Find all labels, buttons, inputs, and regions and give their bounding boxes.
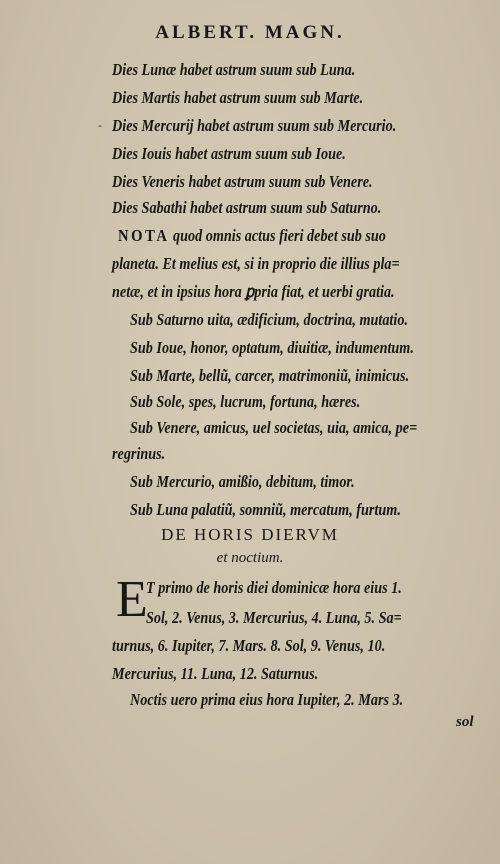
- planet-line: Dies Mercurij habet astrum suum sub Mercurio.: [112, 116, 397, 135]
- planet-line: Dies Iouis habet astrum suum sub Ioue.: [112, 144, 346, 163]
- sub-line: Sub Sole, spes, lucrum, fortuna, hæres.: [130, 392, 361, 411]
- hours-line: Sol, 2. Venus, 3. Mercurius, 4. Luna, 5. Sa=: [146, 608, 402, 627]
- sub-line: Sub Luna palatiũ, somniũ, mercatum, furtum.: [130, 500, 401, 519]
- hours-line: Mercurius, 11. Luna, 12. Saturnus.: [112, 664, 319, 683]
- planet-line: Dies Lunæ habet astrum suum sub Luna.: [112, 60, 356, 79]
- nota-text: quod omnis actus fieri debet sub suo: [173, 226, 386, 245]
- hours-line: T primo de horis diei dominicæ hora eius 1.: [146, 578, 402, 597]
- sub-line: regrinus.: [112, 444, 166, 463]
- planet-line: Dies Sabathi habet astrum suum sub Saturno.: [112, 198, 382, 217]
- running-header: ALBERT. MAGN.: [155, 22, 345, 43]
- catchword: sol: [456, 714, 474, 730]
- sub-line: Sub Mercurio, amißio, debitum, timor.: [130, 472, 355, 491]
- section-subheading: et noctium.: [216, 550, 284, 566]
- nota-line: planeta. Et melius est, si in proprio die illius pla=: [112, 254, 400, 273]
- planet-line: Dies Veneris habet astrum suum sub Venere.: [112, 172, 373, 191]
- nota-line: [118, 226, 386, 246]
- nota-heading: NOTA: [118, 226, 170, 245]
- hours-line: Noctis uero prima eius hora Iupiter, 2. Mars 3.: [130, 690, 404, 709]
- sub-line: Sub Saturno uita, ædificium, doctrina, mutatio.: [130, 310, 408, 329]
- sub-line: Sub Venere, amicus, uel societas, uia, amica, pe=: [130, 418, 418, 437]
- planet-line: Dies Martis habet astrum suum sub Marte.: [112, 88, 364, 107]
- sub-line: Sub Marte, bellũ, carcer, matrimoniũ, inimicus.: [130, 366, 410, 385]
- sub-line: Sub Ioue, honor, optatum, diuitiæ, indumentum.: [130, 338, 414, 357]
- hours-line: turnus, 6. Iupiter, 7. Mars. 8. Sol, 9. Venus, 10.: [112, 636, 386, 655]
- nota-line: netæ, et in ipsius hora ꝑpria fiat, et uerbi gratia.: [112, 282, 395, 301]
- drop-cap: E: [116, 571, 148, 628]
- margin-mark: -: [98, 118, 102, 132]
- section-heading: DE HORIS DIERVM: [161, 525, 339, 544]
